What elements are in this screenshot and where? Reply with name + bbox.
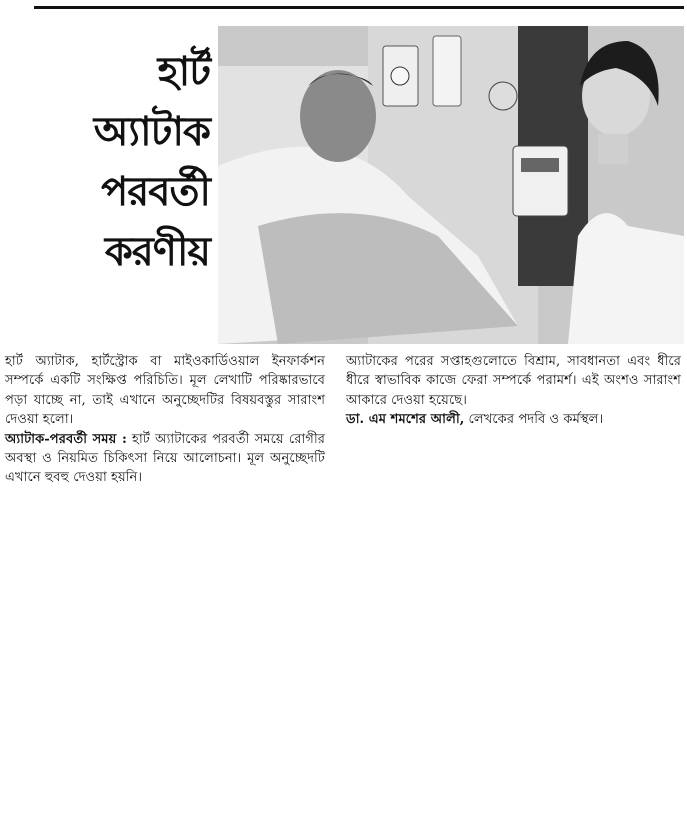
headline — [30, 42, 210, 282]
article-column-left — [5, 352, 325, 488]
article-continued: অ্যাটাকের পরের সপ্তাহগুলোতে বিশ্রাম, সাবধানতা এবং ধীরে ধীরে স্বাভাবিক কাজে ফেরা সম্পর্কে পরামর্শ। এই অংশও সারাংশ আকারে দেওয়া হয়েছে। — [346, 354, 681, 408]
article-column-right — [346, 352, 681, 430]
hospital-photo-illustration — [218, 26, 684, 344]
article-intro: হার্ট অ্যাটাক, হার্টস্ট্রোক বা মাইওকার্ডিওয়াল ইনফার্কশন সম্পর্কে একটি সংক্ষিপ্ত পরিচিতি। মূল লেখাটি পরিষ্কারভাবে পড়া যাচ্ছে না, তাই এখানে অনুচ্ছেদটির বিষয়বস্তুর সারাংশ দেওয়া হলো। — [5, 354, 325, 428]
section-heading: অ্যাটাক-পরবর্তী সময় : — [5, 431, 127, 447]
author-credit — [346, 410, 681, 429]
headline-line-3: পরবর্তী — [101, 169, 210, 215]
article-section-paragraph — [5, 430, 325, 488]
author-name: ডা. এম শমশের আলী, — [346, 412, 465, 428]
hospital-photo — [218, 26, 684, 344]
headline-line-1: হার্ট — [157, 49, 210, 95]
author-details: লেখকের পদবি ও কর্মস্থল। — [468, 412, 604, 428]
headline-line-2: অ্যাটাক — [93, 109, 210, 155]
headline-line-4: করণীয় — [104, 229, 210, 275]
section-text: হার্ট অ্যাটাকের পরবর্তী সময়ে রোগীর অবস্থা ও নিয়মিত চিকিৎসা নিয়ে আলোচনা। মূল অনুচ্ছেদটি এখানে হুবহু দেওয়া হয়নি। — [5, 431, 325, 486]
top-rule — [34, 6, 684, 9]
